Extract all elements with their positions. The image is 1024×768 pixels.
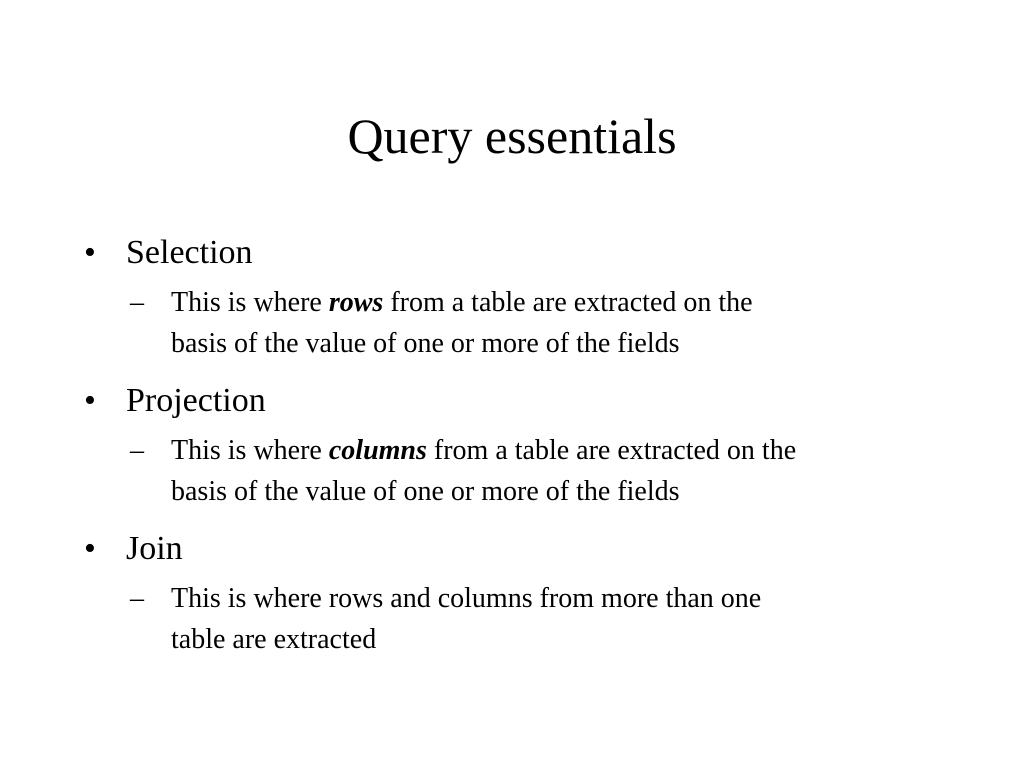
sub-text-line2: basis of the value of one or more of the fields xyxy=(171,476,680,507)
sub-text-end: from a table are extracted on the xyxy=(383,287,753,318)
bullet-item-selection xyxy=(84,232,964,274)
slide-body xyxy=(84,232,964,660)
sub-text-emphasis: rows xyxy=(328,287,384,318)
bullet-item-projection xyxy=(84,380,964,422)
bullet-heading: Projection xyxy=(126,382,266,419)
slide-title: Query essentials xyxy=(347,108,677,164)
sub-text-end: from a table are extracted on the xyxy=(426,435,797,466)
bullet-heading: Selection xyxy=(126,234,253,271)
sub-text-emphasis: columns xyxy=(328,435,427,466)
sub-text-line1: This is where rows and columns from more than one xyxy=(171,583,762,614)
sub-text-start: This is where xyxy=(171,435,329,466)
sub-item-selection xyxy=(130,282,964,364)
sub-text-line2: table are extracted xyxy=(171,624,377,655)
sub-text-start: This is where xyxy=(171,287,329,318)
dash-glyph: – xyxy=(130,287,144,318)
sub-item-join xyxy=(130,578,964,660)
dash-glyph: – xyxy=(130,583,144,614)
sub-text-line2: basis of the value of one or more of the fields xyxy=(171,328,680,359)
bullet-glyph: • xyxy=(84,234,96,271)
bullet-heading: Join xyxy=(126,530,183,567)
bullet-glyph: • xyxy=(84,530,96,567)
bullet-item-join xyxy=(84,528,964,570)
sub-item-projection xyxy=(130,430,964,512)
bullet-glyph: • xyxy=(84,382,96,419)
dash-glyph: – xyxy=(130,435,144,466)
